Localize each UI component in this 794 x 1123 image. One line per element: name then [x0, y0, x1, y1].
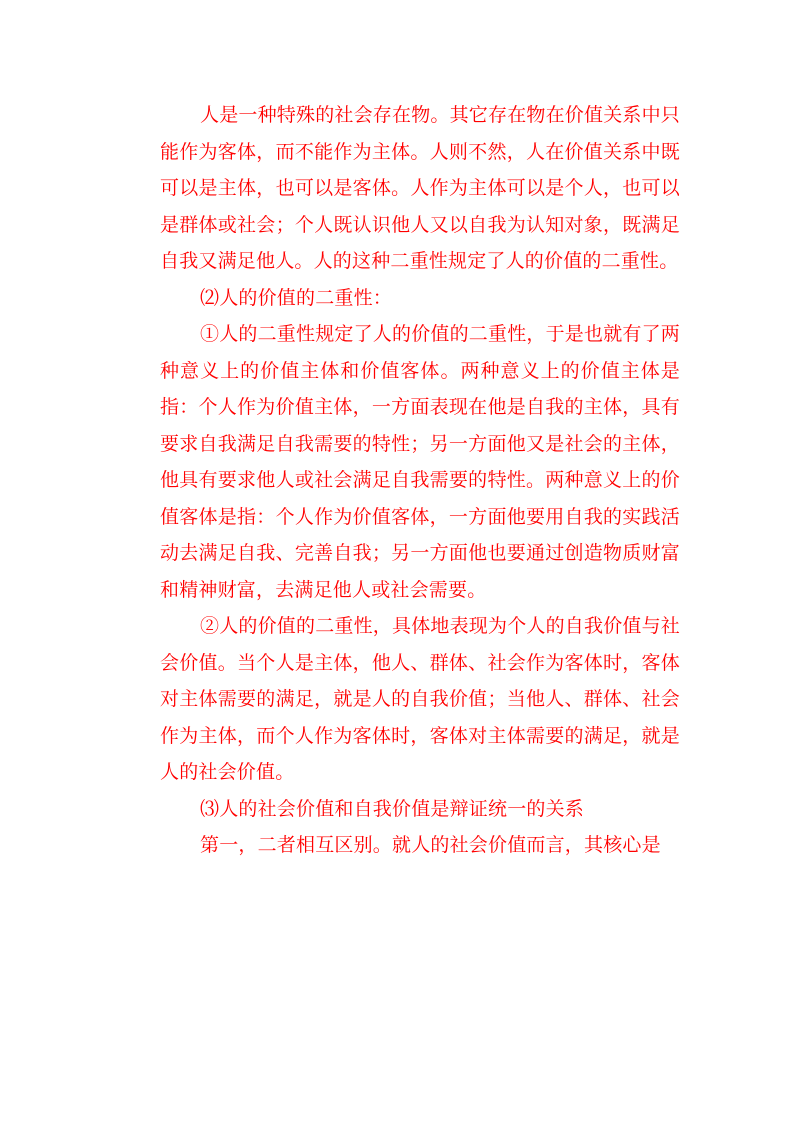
document-page — [160, 97, 680, 864]
paragraph-point-1: ①人的二重性规定了人的价值的二重性，于是也就有了两种意义上的价值主体和价值客体。两种意义上的价值主体是指：个人作为价值主体，一方面表现在他是自我的主体，具有要求自我满足自我需要的特性；另一方面他又是社会的主体，他具有要求他人或社会满足自我需要的特性。两种意义上的价值客体是指：个人作为价值客体，一方面他要用自我的实践活动去满足自我、完善自我；另一方面他也要通过创造物质财富和精神财富，去满足他人或社会需要。 — [160, 323, 681, 601]
paragraph-dual-nature: 人是一种特殊的社会存在物。其它存在物在价值关系中只能作为客体，而不能作为主体。人则不然，人在价值关系中既可以是主体，也可以是客体。人作为主体可以是个人，也可以是群体或社会；个人既认识他人又以自我为认知对象，既满足自我又满足他人。人的这种二重性规定了人的价值的二重性。 — [160, 104, 681, 272]
heading-dialectical-unity: ⑶人的社会价值和自我价值是辩证统一的关系 — [200, 797, 585, 820]
heading-value-duality: ⑵人的价值的二重性： — [200, 286, 393, 309]
paragraph-point-2: ②人的价值的二重性，具体地表现为个人的自我价值与社会价值。当个人是主体，他人、群体、社会作为客体时，客体对主体需要的满足，就是人的自我价值；当他人、群体、社会作为主体，而个人作为客体时，客体对主体需要的满足，就是人的社会价值。 — [160, 615, 681, 783]
paragraph-first-difference: 第一，二者相互区别。就人的社会价值而言，其核心是 — [200, 834, 661, 856]
